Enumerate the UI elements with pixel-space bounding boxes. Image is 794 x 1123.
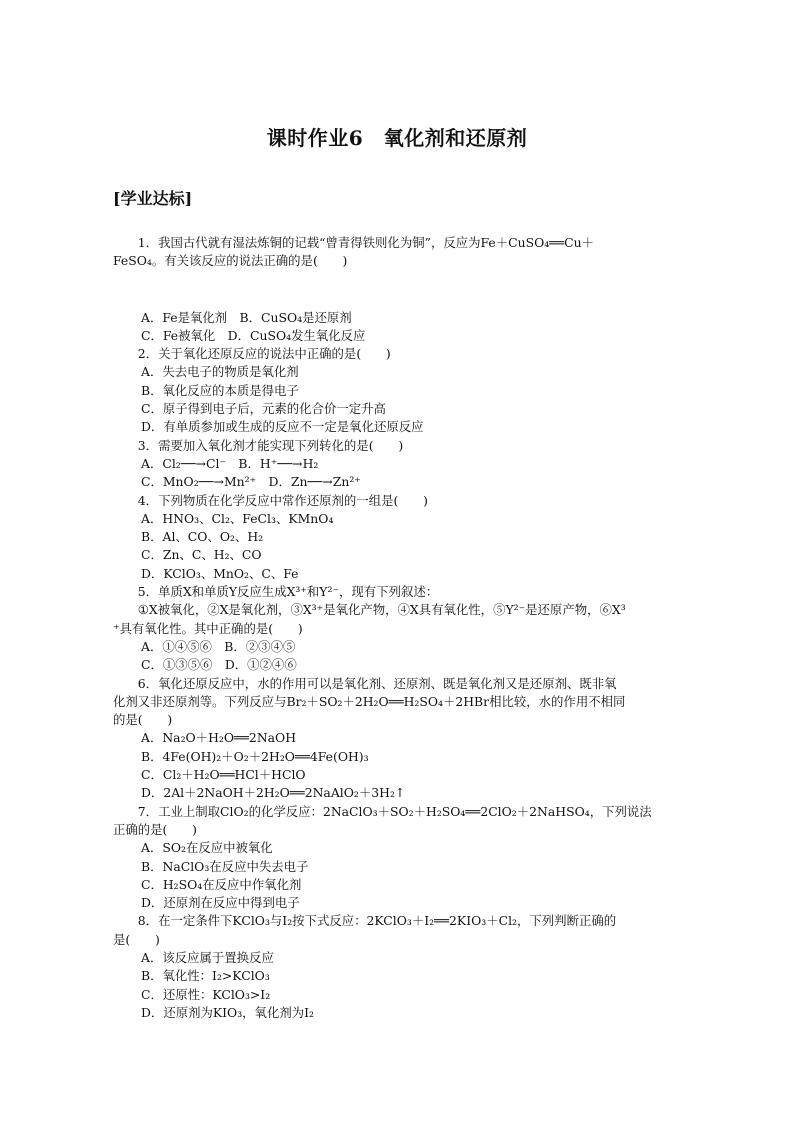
option-d: D．KClO₃、MnO₂、C、Fe [141,565,299,581]
option-a: A．失去电子的物质是氧化剂 [141,364,299,380]
options-ab: A．Fe是氧化剂 B．CuSO₄是还原剂 [141,309,352,325]
option-c: C．Cl₂＋H₂O══HCl＋HClO [141,767,306,783]
question-7 [113,803,685,913]
question-1 [113,234,685,345]
question-stem: 8．在一定条件下KClO₃与I₂按下式反应：2KClO₃＋I₂══2KIO₃＋Cl₂，下列判断正确的 [137,913,617,929]
question-stem-cont: 的是( ) [113,712,173,728]
option-a: A．SO₂在反应中被氧化 [141,840,273,856]
statement-list: ①X被氧化，②X是氧化剂，③X³⁺是氧化产物，④X具有氧化性，⑤Y²⁻是还原产物，⑥X³ [137,602,626,618]
option-c: C．H₂SO₄在反应中作氧化剂 [141,876,302,892]
option-b: B．NaClO₃在反应中失去电子 [141,858,309,874]
page-title: 课时作业6 氧化剂和还原剂 [266,126,528,150]
question-2 [113,345,685,436]
options-cd: C．①③⑤⑥ D．①②④⑥ [141,657,297,673]
question-8 [113,912,685,1022]
question-stem-cont: 正确的是( ) [113,821,198,837]
option-b: B．氧化性：I₂>KClO₃ [141,968,270,984]
question-4 [113,492,685,583]
option-c: C．Zn、C、H₂、CO [141,547,262,563]
section-heading: [学业达标] [113,189,193,208]
question-list [113,234,685,1022]
options-cd: C．Fe被氧化 D．CuSO₄发生氧化反应 [141,327,366,343]
option-a: A．该反应属于置换反应 [141,949,274,965]
options-ab: A．①④⑤⑥ B．②③④⑤ [141,638,296,654]
option-d: D．还原剂为KIO₃，氧化剂为I₂ [141,1004,314,1020]
question-stem: 5．单质X和单质Y反应生成X³⁺和Y²⁻，现有下列叙述： [137,584,439,600]
option-d: D．有单质参加或生成的反应不一定是氧化还原反应 [141,419,424,435]
option-d: D．2Al＋2NaOH＋2H₂O══2NaAlO₂＋3H₂↑ [141,785,406,801]
option-d: D．还原剂在反应中得到电子 [141,895,300,911]
question-stem: 1．我国古代就有湿法炼铜的记载“曾青得铁则化为铜”，反应为Fe＋CuSO₄══Cu＋ [137,235,594,250]
question-stem-cont: FeSO₄。有关该反应的说法正确的是( ) [113,253,348,269]
question-stem-cont: 是( ) [113,931,160,947]
question-stem-cont: 化剂又非还原剂等。下列反应与Br₂＋SO₂＋2H₂O══H₂SO₄＋2HBr相比较，水的作用不相同 [113,693,626,709]
statement-list-cont: ⁺具有氧化性。其中正确的是( ) [113,620,303,636]
option-b: B．氧化反应的本质是得电子 [141,382,299,398]
question-stem: 2．关于氧化还原反应的说法中正确的是( ) [137,346,391,362]
options-cd: C．MnO₂──→Mn²⁺ D．Zn──→Zn²⁺ [141,474,361,490]
option-b: B．4Fe(OH)₂＋O₂＋2H₂O══4Fe(OH)₃ [141,748,369,764]
options-ab: A．Cl₂──→Cl⁻ B．H⁺──→H₂ [141,455,319,471]
question-5 [113,583,685,674]
option-a: A．Na₂O＋H₂O══2NaOH [141,730,297,746]
question-3 [113,437,685,492]
question-stem: 6．氧化还原反应中，水的作用可以是氧化剂、还原剂、既是氧化剂又是还原剂、既非氧 [137,675,617,691]
question-stem: 4．下列物质在化学反应中常作还原剂的一组是( ) [137,492,428,508]
option-a: A．HNO₃、Cl₂、FeCl₃、KMnO₄ [141,510,334,526]
question-stem: 3．需要加入氧化剂才能实现下列转化的是( ) [137,437,404,453]
blank-gap [113,271,685,309]
question-stem: 7．工业上制取ClO₂的化学反应：2NaClO₃＋SO₂＋H₂SO₄══2ClO₂＋2NaHSO₄，下列说法 [137,803,652,819]
option-b: B．Al、CO、O₂、H₂ [141,529,264,545]
option-c: C．还原性：KClO₃>I₂ [141,986,271,1002]
question-6 [113,675,685,803]
option-c: C．原子得到电子后，元素的化合价一定升高 [141,401,386,417]
